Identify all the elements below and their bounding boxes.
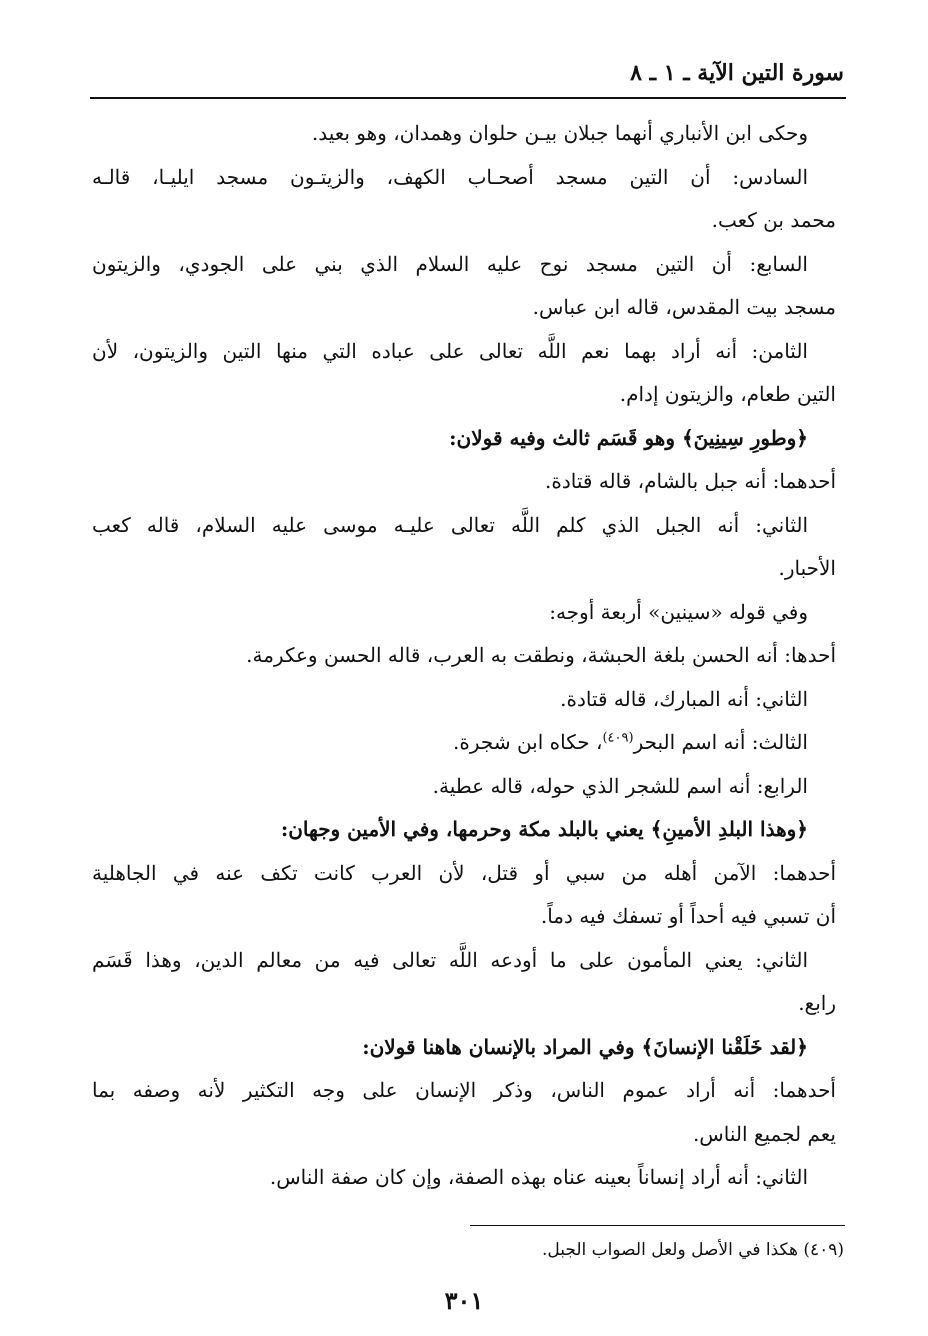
text-line: الثاني: يعني المأمون على ما أودعه اللَّه تعالى فيه من معالم الدين، وهذا قَسَم bbox=[92, 947, 808, 972]
text-line: السادس: أن التين مسجد أصحـاب الكهف، والزيتـون مسجد ايليـا، قالـه bbox=[92, 164, 808, 189]
running-header: سورة التين الآية ـ ١ ـ ٨ bbox=[630, 60, 844, 86]
text-line: وفي قوله «سينين» أربعة أوجه: bbox=[549, 599, 808, 624]
text-line: أحدهما: أنه أراد عموم الناس، وذكر الإنسان على وجه التكثير لأنه وصفه بما bbox=[92, 1078, 836, 1102]
text-line: أن تسبي فيه أحداً أو تسفك فيه دماً. bbox=[540, 904, 836, 928]
text-line: يعم لجميع الناس. bbox=[692, 1121, 836, 1146]
page-number: ٣٠١ bbox=[444, 1286, 484, 1315]
text-line: الأحبار. bbox=[778, 556, 836, 580]
text-line: التين طعام، والزيتون إدام. bbox=[619, 382, 836, 406]
text-line: الرابع: أنه اسم للشجر الذي حوله، قاله عطية. bbox=[432, 773, 808, 798]
main-text bbox=[92, 112, 836, 1200]
text-segment: ، حكاه ابن شجرة. bbox=[453, 730, 603, 754]
text-segment: الثالث: أنه اسم البحر bbox=[633, 730, 808, 754]
quran-verse-line: ﴿وطورِ سِينِينَ﴾ وهو قَسَم ثالث وفيه قولان: bbox=[449, 425, 808, 450]
text-line: أحدهما: أنه جبل بالشام، قاله قتادة. bbox=[545, 469, 836, 493]
text-line bbox=[92, 721, 836, 765]
text-line: مسجد بيت المقدس، قاله ابن عباس. bbox=[532, 295, 836, 319]
text-line: رابع. bbox=[798, 991, 836, 1015]
text-line: الثاني: أنه الجبل الذي كلم اللَّه تعالى عليـه موسى عليه السلام، قاله كعب bbox=[92, 512, 808, 537]
quran-verse-line: ﴿وهذا البلدِ الأمينِ﴾ يعني بالبلد مكة وحرمها، وفي الأمين وجهان: bbox=[280, 817, 808, 841]
text-line: وحكى ابن الأنباري أنهما جبلان بيـن حلوان وهمدان، وهو بعيد. bbox=[311, 121, 808, 145]
footnote: (٤٠٩) هكذا في الأصل ولعل الصواب الجبل. bbox=[541, 1240, 844, 1260]
text-line: الثامن: أنه أراد بهما نعم اللَّه تعالى على عباده التي منها التين والزيتون، لأن bbox=[92, 338, 808, 363]
text-line: السابع: أن التين مسجد نوح عليه السلام الذي بني على الجودي، والزيتون bbox=[92, 251, 808, 276]
footnote-marker: (٤٠٩) bbox=[602, 730, 634, 746]
text-line: الثاني: أنه أراد إنساناً بعينه عناه بهذه الصفة، وإن كان صفة الناس. bbox=[269, 1165, 808, 1189]
footnote-divider bbox=[470, 1225, 845, 1226]
text-line: أحدهما: الآمن أهله من سبي أو قتل، لأن العرب كانت تكف عنه في الجاهلية bbox=[92, 860, 836, 885]
text-line: أحدها: أنه الحسن بلغة الحبشة، ونطقت به العرب، قاله الحسن وعكرمة. bbox=[246, 643, 836, 667]
quran-verse-line: ﴿لقد خَلَقْنا الإنسانَ﴾ وفي المراد بالإنسان هاهنا قولان: bbox=[362, 1034, 808, 1059]
text-line: محمد بن كعب. bbox=[711, 208, 836, 232]
text-line: الثاني: أنه المبارك، قاله قتادة. bbox=[560, 686, 808, 711]
header-divider bbox=[90, 97, 846, 99]
